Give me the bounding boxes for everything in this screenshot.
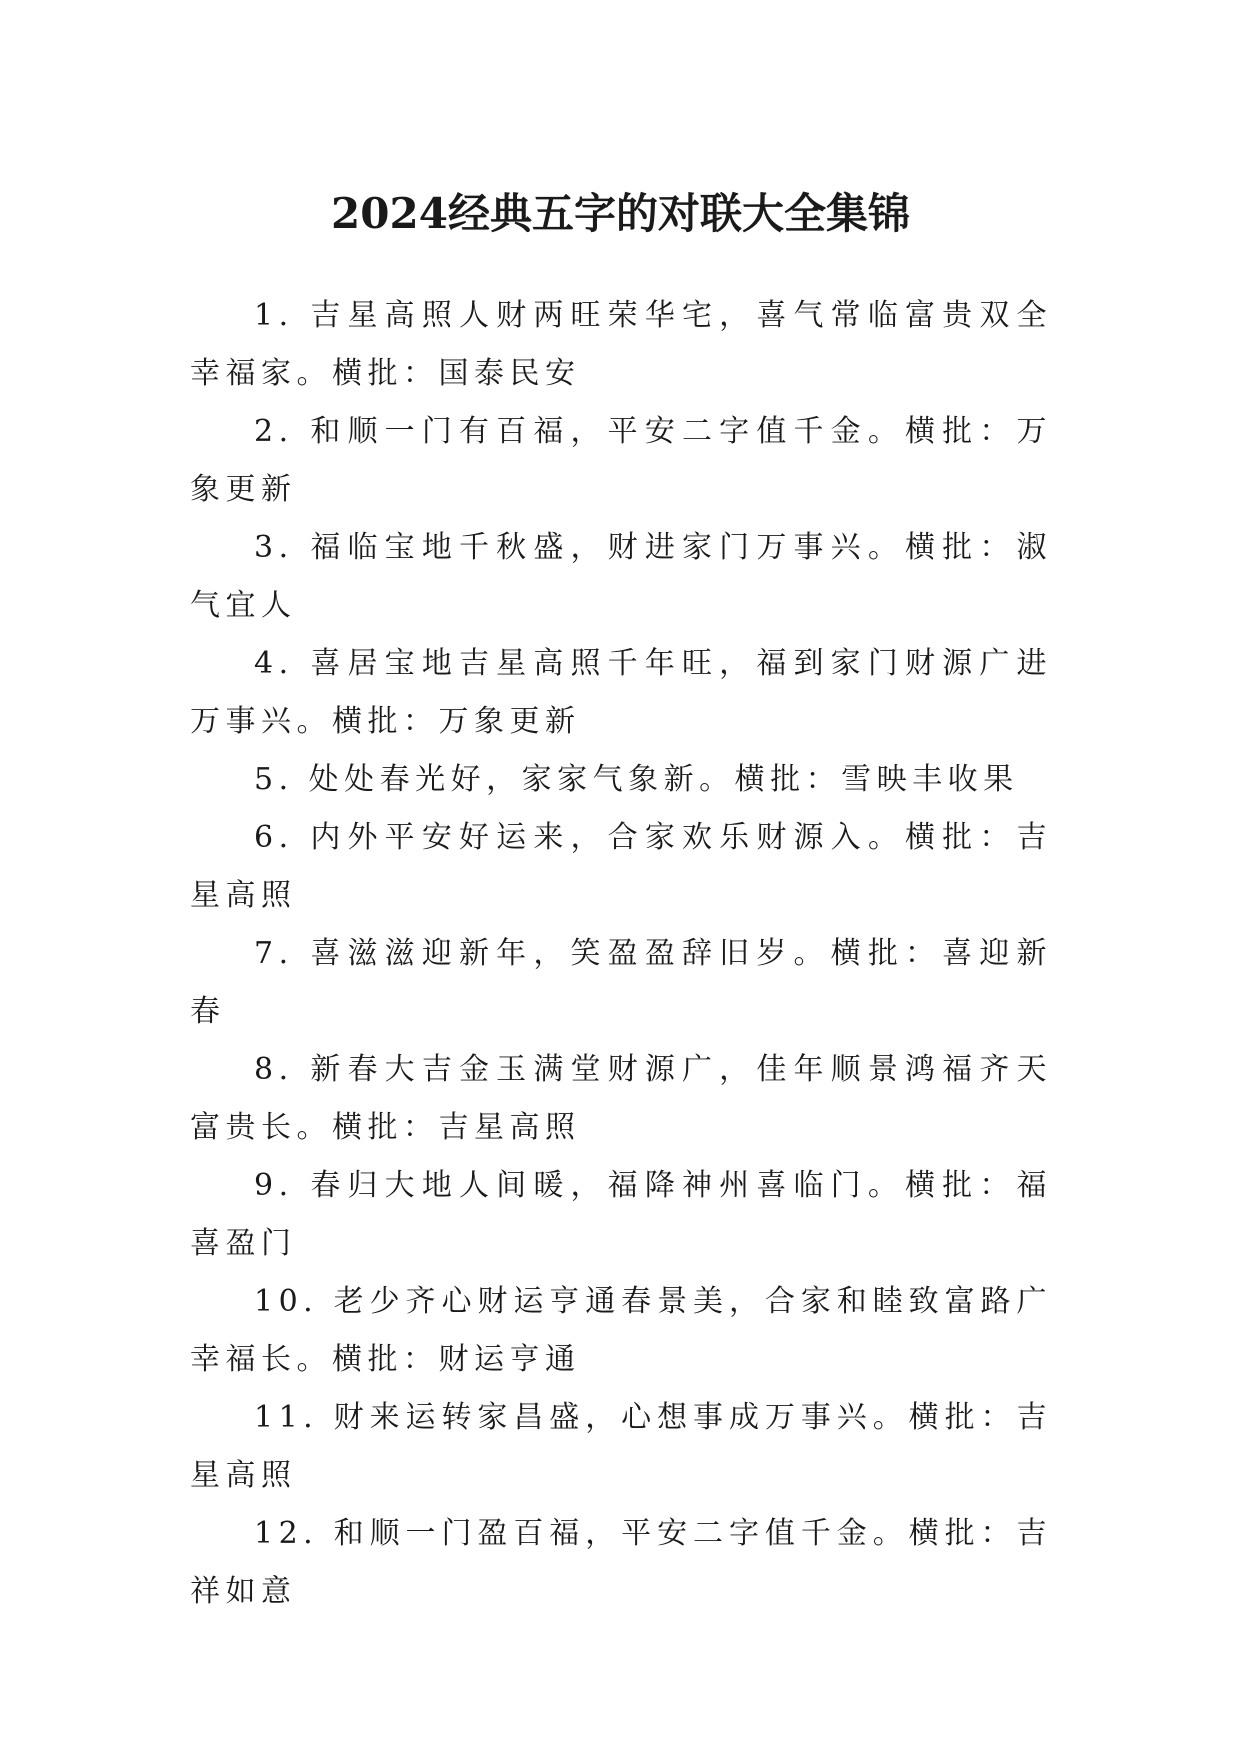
couplet-item-5: 5. 处处春光好，家家气象新。横批：雪映丰收果 [254, 762, 1019, 797]
couplet-item-7: 7. 喜滋滋迎新年，笑盈盈辞旧岁。横批：喜迎新春 [190, 936, 1052, 1029]
couplet-item-6: 6. 内外平安好运来，合家欢乐财源入。横批：吉星高照 [190, 820, 1052, 913]
couplet-item-8: 8. 新春大吉金玉满堂财源广，佳年顺景鸿福齐天富贵长。横批：吉星高照 [190, 1052, 1052, 1145]
couplet-item-12: 12. 和顺一门盈百福，平安二字值千金。横批：吉祥如意 [190, 1516, 1052, 1609]
couplet-item-2: 2. 和顺一门有百福，平安二字值千金。横批：万象更新 [190, 414, 1052, 507]
couplet-item-10: 10. 老少齐心财运亨通春景美，合家和睦致富路广幸福长。横批：财运亨通 [190, 1284, 1052, 1377]
couplet-item-11: 11. 财来运转家昌盛，心想事成万事兴。横批：吉星高照 [190, 1400, 1052, 1493]
couplet-item-1: 1. 吉星高照人财两旺荣华宅，喜气常临富贵双全幸福家。横批：国泰民安 [190, 298, 1052, 391]
couplet-item-9: 9. 春归大地人间暖，福降神州喜临门。横批：福喜盈门 [190, 1168, 1052, 1261]
couplet-list [190, 287, 1052, 1621]
couplet-item-4: 4. 喜居宝地吉星高照千年旺，福到家门财源广进万事兴。横批：万象更新 [190, 646, 1052, 739]
document-title: 2024经典五字的对联大全集锦 [331, 189, 910, 239]
couplet-item-3: 3. 福临宝地千秋盛，财进家门万事兴。横批：淑气宜人 [190, 530, 1052, 623]
